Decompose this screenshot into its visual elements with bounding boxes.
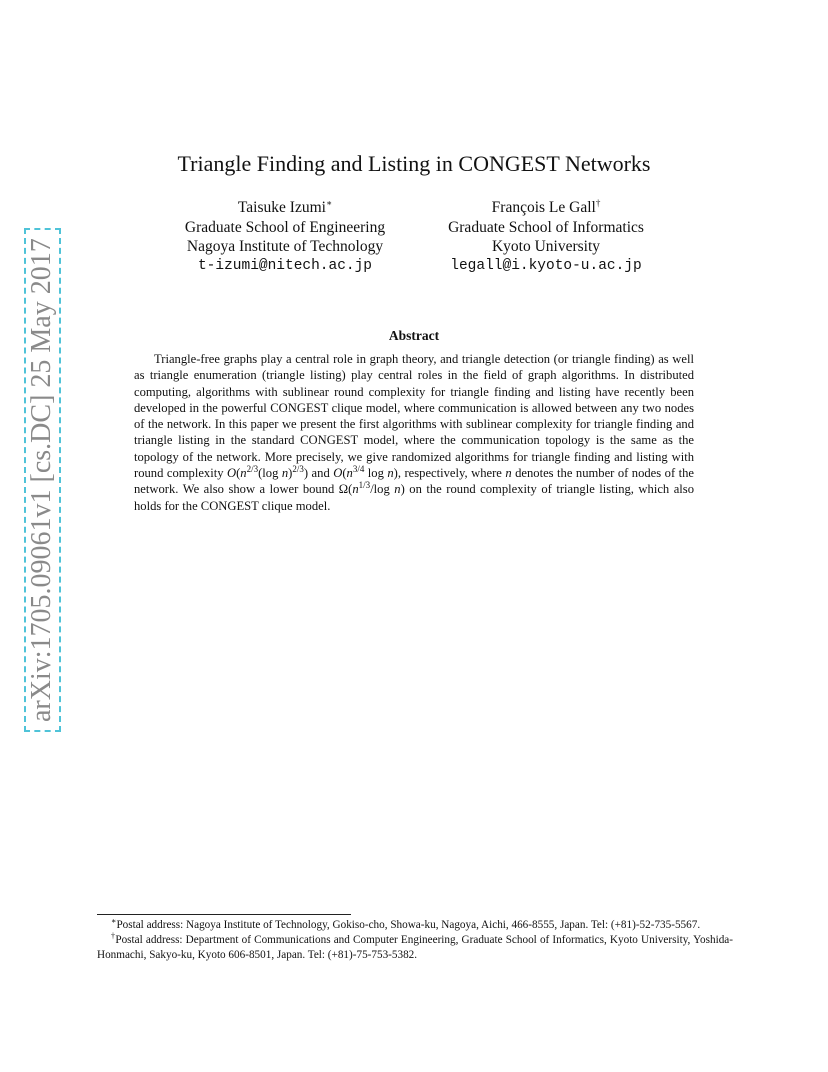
author-institution: Kyoto University (491, 238, 601, 255)
abstract-body: Triangle-free graphs play a central role in graph theory, and triangle detection (or triangle finding) as well as triangle enumeration (triangle listing) play central roles in the field of graph algorithms. In distributed computing, algorithms with sublinear round complexity for triangle finding and listing have recently been developed in the powerful CONGEST clique model, where communication is allowed between any two nodes of the network. In this paper we present the first algorithms with sublinear complexity for triangle finding and triangle listing in the standard CONGEST model, where the communication topology is the same as the topology of the network. More precisely, we give randomized algorithms for triangle finding and listing with round complexity $O(n^{2/3}(\log$ n)$^{2/3}$) and $O(n^{3/4}$ log n), respectively, where n denotes the number of nodes of the network. We also show a lower bound $\Omega(n^{1/3}/\log$ n) on the round complexity of triangle listing, which also holds for the CONGEST clique model. (134, 352, 695, 513)
math-exponent: 3/4 (352, 463, 365, 474)
author-email: legall@i.kyoto-u.ac.jp (450, 257, 642, 274)
math-variable: n (346, 466, 353, 481)
math-variable: n (240, 466, 247, 481)
math-variable: n (394, 482, 401, 497)
author-name-line (160, 198, 410, 218)
footnote-text: Postal address: Department of Communications and Computer Engineering, Graduate School of Informatics, Kyoto University, Yoshida-Honmachi, Sakyo-ku, Kyoto 606-8501, Japan. Tel: (+81)-75-753-5382. (97, 934, 733, 962)
math-variable: n (505, 466, 512, 481)
footnote-mark: ∗ (325, 197, 333, 208)
abstract-heading: Abstract (388, 328, 440, 343)
math-variable: O (226, 466, 237, 481)
author-name: Taisuke Izumi (237, 199, 326, 216)
author-name-line (420, 198, 672, 218)
author-block-izumi (160, 198, 410, 276)
math-variable: O (333, 466, 343, 481)
math-exponent: 2/3 (292, 463, 304, 474)
arxiv-identifier-stamp: arXiv:1705.09061v1 [cs.DC] 25 May 2017 (24, 228, 61, 732)
footnote-text: Postal address: Nagoya Institute of Technology, Gokiso-cho, Showa-ku, Nagoya, Aichi, 466-8555, Japan. Tel: (+81)-52-735-5567. (116, 919, 701, 931)
author-name: François Le Gall (491, 199, 596, 216)
math-variable: n (387, 466, 394, 481)
footnote-mark: † (111, 931, 116, 941)
footnote-mark: † (595, 197, 601, 208)
paper-title: Triangle Finding and Listing in CONGEST Networks (177, 151, 651, 176)
author-block-legall (420, 198, 672, 276)
author-affiliation: Graduate School of Informatics (448, 218, 644, 236)
math-exponent: 2/3 (246, 463, 259, 474)
footnote (97, 933, 733, 963)
author-affiliation: Graduate School of Engineering (184, 218, 386, 236)
math-exponent: 1/3 (358, 480, 371, 491)
footnotes (97, 918, 733, 964)
math-variable: n (281, 466, 289, 481)
footnote-mark: ∗ (111, 916, 117, 926)
author-institution: Nagoya Institute of Technology (186, 238, 384, 255)
footnote (97, 918, 733, 933)
footnote-separator (97, 914, 351, 915)
math-variable: n (352, 482, 359, 497)
author-email: t-izumi@nitech.ac.jp (197, 257, 373, 274)
